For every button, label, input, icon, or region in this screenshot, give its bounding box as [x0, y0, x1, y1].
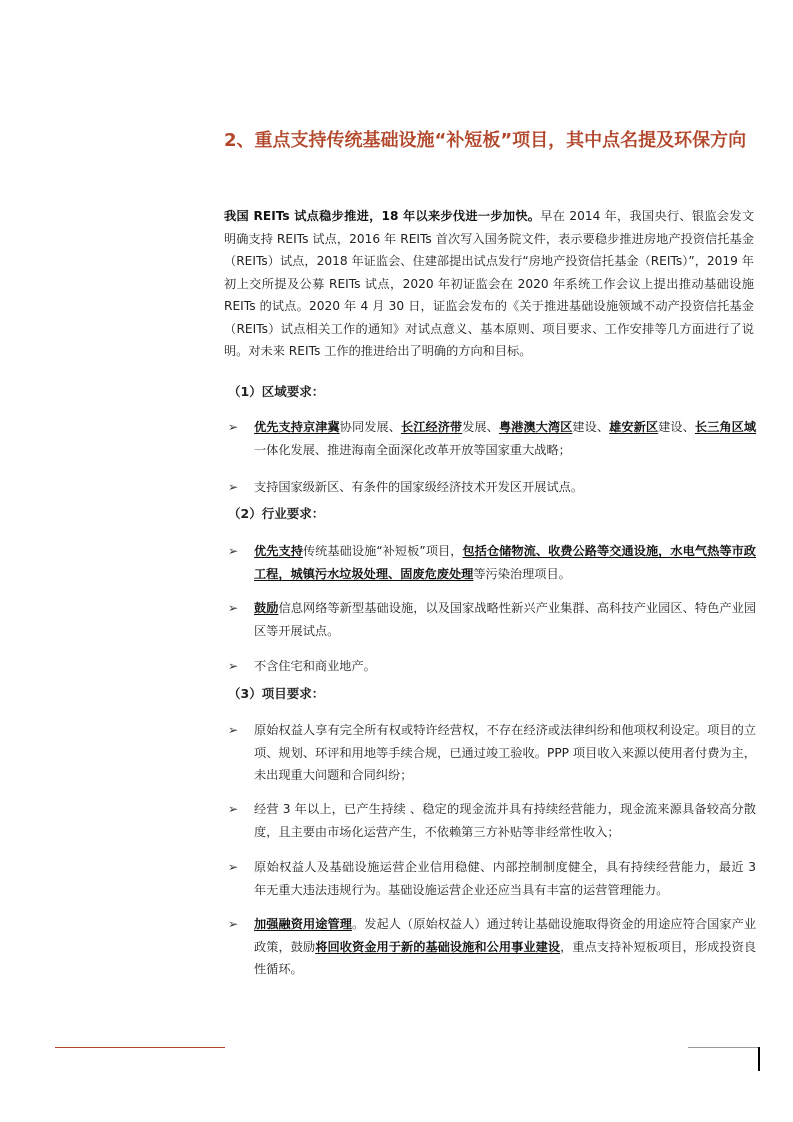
intro-paragraph — [224, 205, 754, 363]
section-title-region: （1）区域要求： — [228, 384, 325, 399]
section-title-industry: （2）行业要求： — [228, 506, 325, 521]
intro-bold-lead: 我国 REITs 试点稳步推进，18 年以来步伐进一步加快。 — [224, 209, 541, 223]
arrow-bullet-icon: ➢ — [228, 723, 239, 737]
emphasis-text: 长江经济带 — [400, 420, 463, 434]
body-text: 经营 3 年以上，已产生持续 、稳定的现金流并具有持续经营能力，现金流来源具备较高分散度，且主要由市场化运营产生，不依赖第三方补贴等非经常性收入； — [254, 802, 756, 839]
emphasis-text: 优先支持 — [254, 544, 303, 558]
emphasis-text: 粤港澳大湾区 — [498, 420, 573, 434]
body-text: 建设、 — [658, 420, 695, 434]
emphasis-text: 包括仓储物流、收费公路等交通设施，水电气热等市政工程，城镇污水垃圾处理、固废危废处理 — [254, 544, 756, 581]
list-item — [228, 719, 756, 787]
body-text: 信息网络等新型基础设施，以及国家战略性新兴产业集群、高科技产业园区、特色产业园区等开展试点。 — [254, 601, 757, 638]
arrow-bullet-icon: ➢ — [228, 802, 239, 816]
arrow-bullet-icon: ➢ — [228, 480, 239, 494]
emphasis-text: 加强融资用途管理 — [254, 917, 352, 931]
list-item — [228, 913, 756, 981]
emphasis-text: 雄安新区 — [609, 420, 659, 434]
footer-rule-right — [688, 1047, 758, 1048]
list-item — [228, 798, 756, 843]
emphasis-text: 将回收资金用于新的基础设施和公用事业建设 — [315, 939, 561, 954]
body-text: ，重点支持补短板项目，形成投资良性循环。 — [254, 939, 757, 976]
list-item — [228, 856, 756, 901]
section-heading: 2、重点支持传统基础设施“补短板”项目，其中点名提及环保方向 — [224, 130, 747, 151]
section-title-project: （3）项目要求： — [228, 686, 325, 701]
emphasis-text: 优先支持京津冀 — [254, 420, 340, 434]
footer-rule-tick — [758, 1047, 760, 1071]
body-text: 不含住宅和商业地产。 — [254, 659, 376, 673]
body-text: 传统基础设施“补短板”项目， — [302, 544, 463, 558]
arrow-bullet-icon: ➢ — [228, 860, 239, 874]
list-item — [228, 655, 756, 678]
body-text: 协同发展、 — [339, 420, 401, 434]
arrow-bullet-icon: ➢ — [228, 601, 239, 615]
footer-rule-left — [55, 1047, 225, 1048]
arrow-bullet-icon: ➢ — [228, 659, 239, 673]
list-item — [228, 416, 756, 461]
body-text: 等污染治理项目。 — [473, 566, 571, 581]
body-text: 发展、 — [462, 420, 499, 434]
list-item — [228, 540, 756, 585]
body-text: 原始权益人及基础设施运营企业信用稳健、内部控制制度健全，具有持续经营能力，最近 3 年无重大违法违规行为。基础设施运营企业还应当具有丰富的运营管理能力。 — [254, 860, 756, 897]
arrow-bullet-icon: ➢ — [228, 544, 239, 558]
body-text: 支持国家级新区、有条件的国家级经济技术开发区开展试点。 — [254, 480, 584, 494]
emphasis-text: 长三角区域 — [694, 420, 757, 434]
emphasis-text: 鼓励 — [254, 601, 279, 615]
body-text: 。发起人（原始权益人）通过转让基础设施取得资金的用途应符合国家产业政策，鼓励 — [254, 917, 757, 954]
intro-text: 早在 2014 年，我国央行、银监会发文明确支持 REITs 试点，2016 年 REITs 首次写入国务院文件，表示要稳步推进房地产投资信托基金（REITs）试点，2018 年证监会、住建部提出试点发行“房地产投资信托基金（REITs）”，2019 年初上交所提及公募 REITs 试点，2020 年初证监会在 2020 年系统工作会议上提出推动基础设施 REITs 的试点。2020 年 4 月 30 日，证监会发布的《关于推进基础设施领域不动产投资信托基金（REITs）试点相关工作的通知》对试点意义、基本原则、项目要求、工作安排等几方面进行了说明。对未来 REITs 工作的推进给出了明确的方向和目标。 — [224, 209, 755, 358]
arrow-bullet-icon: ➢ — [228, 917, 239, 931]
list-item — [228, 476, 756, 499]
arrow-bullet-icon: ➢ — [228, 420, 239, 434]
list-item — [228, 597, 756, 642]
body-text: 建设、 — [572, 420, 610, 434]
body-text: 原始权益人享有完全所有权或特许经营权，不存在经济或法律纠纷和他项权利设定。项目的立项、规划、环评和用地等手续合规，已通过竣工验收。PPP 项目收入来源以使用者付费为主，未出现重大问题和合同纠纷； — [254, 723, 756, 782]
body-text: 一体化发展、推进海南全面深化改革开放等国家重大战略； — [254, 442, 571, 457]
